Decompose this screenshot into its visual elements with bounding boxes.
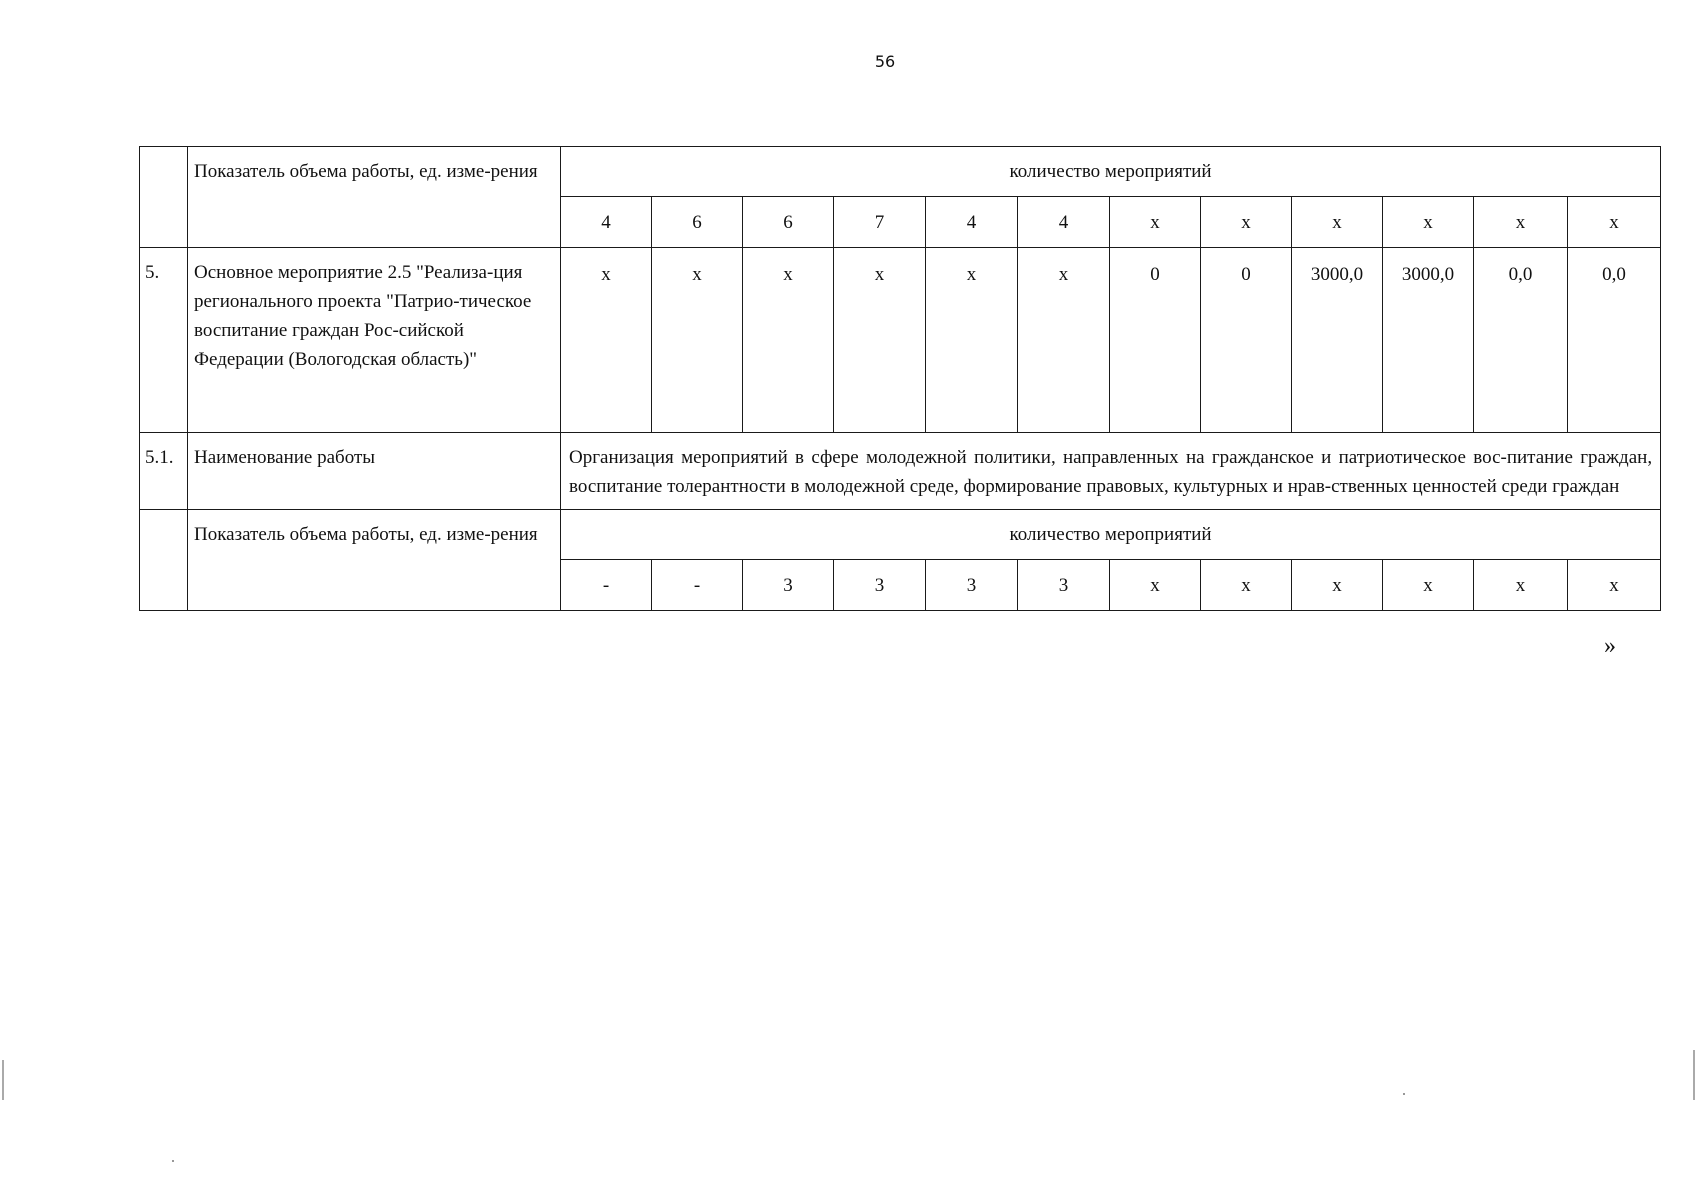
value-cell: 3: [926, 560, 1018, 611]
indicator-label: Показатель объема работы, ед. изме-рения: [188, 510, 561, 611]
value-cell: х: [1383, 560, 1474, 611]
value-cell: х: [652, 248, 743, 433]
page-number: 56: [874, 52, 896, 71]
unit-label: количество мероприятий: [561, 510, 1661, 560]
value-cell: 3000,0: [1292, 248, 1383, 433]
closing-quote-mark: »: [1604, 633, 1616, 659]
value-cell: х: [561, 248, 652, 433]
scan-speck: [172, 1160, 174, 1162]
value-cell: 4: [561, 197, 652, 248]
value-cell: х: [1018, 248, 1110, 433]
value-cell: х: [1292, 197, 1383, 248]
value-cell: 0: [1110, 248, 1201, 433]
value-cell: 3: [743, 560, 834, 611]
table-row: [140, 147, 1661, 197]
value-cell: х: [1568, 560, 1661, 611]
value-cell: х: [1201, 197, 1292, 248]
value-cell: х: [1110, 197, 1201, 248]
value-cell: 7: [834, 197, 926, 248]
data-table: [139, 146, 1661, 611]
value-cell: 0,0: [1474, 248, 1568, 433]
indicator-label: Показатель объема работы, ед. изме-рения: [188, 147, 561, 248]
table-row: [140, 510, 1661, 560]
row-number: 5.1.: [140, 433, 188, 510]
value-cell: х: [743, 248, 834, 433]
activity-label: Основное мероприятие 2.5 "Реализа-ция регионального проекта "Патрио-тическое воспитание граждан Рос-сийской Федерации (Вологодская область)": [188, 248, 561, 433]
work-description: Организация мероприятий в сфере молодежной политики, направленных на гражданское и патриотическое вос-питание граждан, воспитание толерантности в молодежной среде, формирование правовых, культурных и нрав-ственных ценностей среди граждан: [561, 433, 1661, 510]
value-cell: 3000,0: [1383, 248, 1474, 433]
value-cell: 0: [1201, 248, 1292, 433]
value-cell: 6: [743, 197, 834, 248]
value-cell: 0,0: [1568, 248, 1661, 433]
value-cell: х: [926, 248, 1018, 433]
value-cell: х: [1568, 197, 1661, 248]
value-cell: х: [1201, 560, 1292, 611]
scan-edge-mark: [2, 1060, 4, 1100]
row-number-cell: [140, 510, 188, 611]
value-cell: 3: [1018, 560, 1110, 611]
value-cell: х: [1383, 197, 1474, 248]
row-number-cell: [140, 147, 188, 248]
value-cell: 3: [834, 560, 926, 611]
value-cell: 6: [652, 197, 743, 248]
value-cell: х: [1474, 197, 1568, 248]
scan-edge-mark: [1693, 1050, 1695, 1100]
value-cell: х: [1474, 560, 1568, 611]
value-cell: -: [561, 560, 652, 611]
table-row: [140, 433, 1661, 510]
work-name-label: Наименование работы: [188, 433, 561, 510]
value-cell: х: [1110, 560, 1201, 611]
value-cell: 4: [926, 197, 1018, 248]
value-cell: х: [834, 248, 926, 433]
value-cell: -: [652, 560, 743, 611]
table-row: [140, 248, 1661, 433]
value-cell: 4: [1018, 197, 1110, 248]
scan-speck: [1403, 1093, 1405, 1095]
value-cell: х: [1292, 560, 1383, 611]
row-number: 5.: [140, 248, 188, 433]
unit-label: количество мероприятий: [561, 147, 1661, 197]
